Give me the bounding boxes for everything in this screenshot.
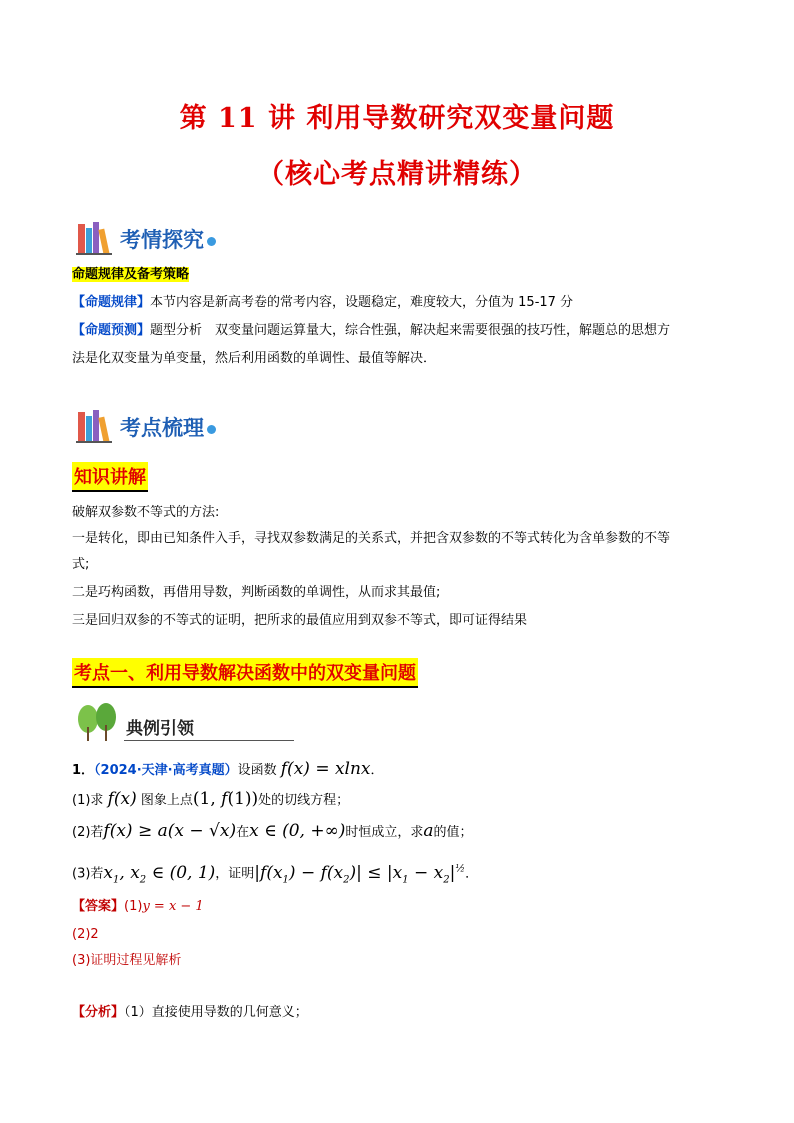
answer-line [72, 898, 204, 916]
kaodian-title: 考点一、利用导数解决函数中的双变量问题 [72, 658, 418, 688]
math-expr: f(x) ≥ a(x − √x) [103, 821, 237, 841]
knowledge-line: 一是转化，即由已知条件入手，寻找双参数满足的关系式，并把含双参数的不等式转化为含单参数的不等 [72, 531, 671, 546]
part-text: 图象上点 [140, 793, 193, 808]
math-expr: $|f(x_1) - f(x_2)| \le |x_1 - x_2|^{\frac{1}{2}}$ [254, 862, 466, 886]
page-title: 第 11 讲 利用导数研究双变量问题 [179, 103, 615, 134]
bullet-dot-icon [207, 237, 216, 246]
part-label: (3)若 [72, 866, 104, 882]
predict-text: 题型分析 双变量问题运算量大，综合性强，解决起来需要很强的技巧性，解题总的思想方 [150, 323, 671, 338]
rule-text: 本节内容是新高考卷的常考内容，设题稳定，难度较大，分值为 15-17 分 [150, 295, 574, 310]
part-text: 的值； [433, 825, 473, 840]
section-heading-label: 考点梳理 [120, 412, 216, 442]
part-text: ，证明 [215, 866, 255, 882]
knowledge-line: 三是回归双参的不等式的证明，把所求的最值应用到双参不等式，即可证得结果 [72, 613, 528, 628]
part-label: (2)若 [72, 825, 104, 840]
math-expr: (1, f(1)) [192, 789, 259, 809]
knowledge-line: 破解双参数不等式的方法: [72, 505, 220, 520]
knowledge-title: 知识讲解 [72, 462, 148, 492]
predict-text-2: 法是化双变量为单变量，然后利用函数的单调性、最值等解决． [72, 351, 437, 366]
math-expr: x ∈ (0, +∞) [249, 821, 346, 841]
problem-intro: 设函数 [237, 763, 277, 778]
answer-expr: y = x − 1 [142, 899, 204, 914]
example-label: 典例引领 [126, 719, 194, 739]
answer-line: (3)证明过程见解析 [72, 953, 182, 968]
answer-part: (1) [124, 899, 143, 914]
rule-label: 【命题规律】 [72, 295, 151, 310]
knowledge-line: 二是巧构函数，再借用导数，判断函数的单调性，从而求其最值; [72, 585, 441, 600]
answer-label: 【答案】 [72, 899, 125, 914]
strategy-subheading: 命题规律及备考策略 [72, 267, 190, 282]
problem-source: （2024·天津·高考真题） [94, 763, 238, 778]
bullet-dot-icon [207, 425, 216, 434]
problem-number: 1． [72, 763, 95, 778]
problem-part-3: (3)若$x_1$, $x_2$ ∈ (0, 1)，证明$|f(x_1) - f(x_2)| \le |x_1 - x_2|^{\frac{1}{2}}$． [72, 862, 479, 886]
subheading-line [72, 266, 189, 284]
analysis-line [72, 1004, 308, 1022]
predict-line-2 [72, 350, 436, 368]
function-expression: f(x) = xlnx [280, 759, 371, 779]
example-heading [74, 703, 224, 743]
books-icon [76, 408, 118, 444]
math-expr: a [423, 821, 434, 841]
books-icon [76, 220, 118, 256]
part-text: 时恒成立，求 [345, 825, 424, 840]
answer-line: (2)2 [72, 927, 99, 942]
problem-part-2 [72, 822, 473, 842]
page-subtitle: （核心考点精讲精练） [257, 159, 537, 190]
rule-line [72, 294, 573, 312]
math-expr: f(x) [107, 789, 137, 809]
predict-label: 【命题预测】 [72, 323, 151, 338]
part-text: 处的切线方程； [258, 793, 350, 808]
problem-part-1 [72, 790, 349, 810]
part-text: 在 [236, 825, 250, 840]
divider [124, 740, 294, 741]
part-label: (1)求 [72, 793, 104, 808]
trees-icon [74, 703, 124, 743]
math-expr: $x_1$, $x_2$ ∈ (0, 1) [103, 862, 216, 886]
analysis-label: 【分析】 [72, 1005, 125, 1020]
analysis-text: （1）直接使用导数的几何意义； [124, 1005, 308, 1020]
predict-line [72, 322, 670, 340]
knowledge-line: 式; [72, 557, 90, 572]
problem-stem: 1．（2024·天津·高考真题）设函数 f(x) = xlnx． [72, 759, 384, 779]
section-heading-label: 考情探究 [120, 224, 216, 254]
